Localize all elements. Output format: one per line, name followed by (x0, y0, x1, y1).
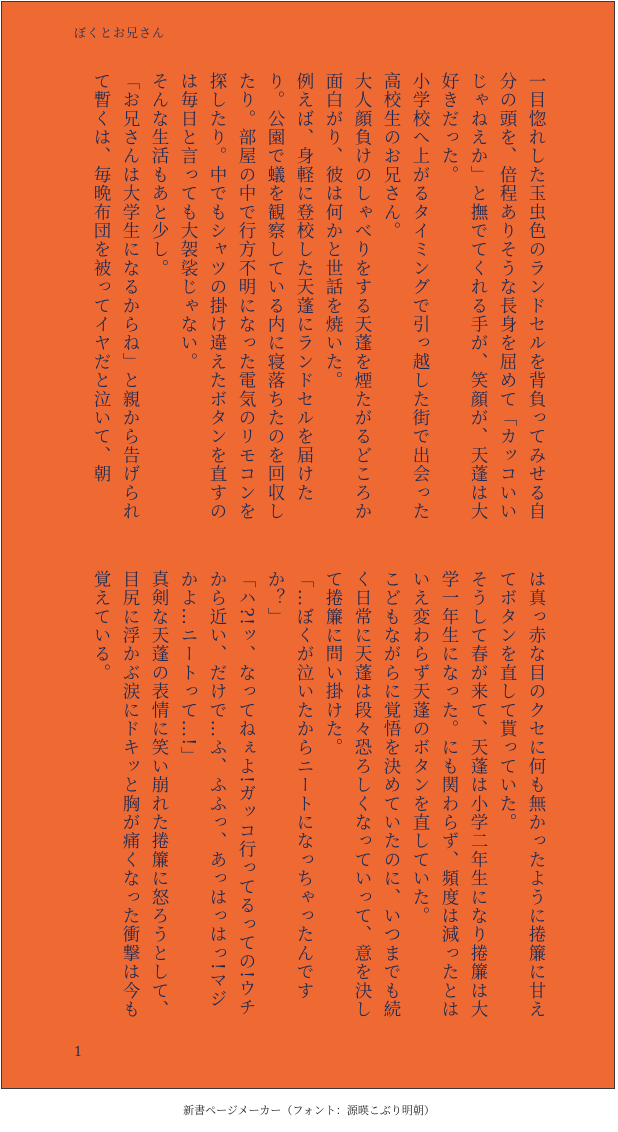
lower-text-block (72, 570, 550, 1025)
paragraph: そんな生活もあと少し。 (149, 72, 169, 278)
paragraph: そうして春が来て、天蓬は小学二年生になり捲簾は大学一年生になった。にも関わらず、頻度は減ったとはいえ変わらず天蓬のボタンを直していた。 (410, 570, 488, 1019)
paragraph: 「お兄さんは大学生になるからね」と親から告げられて暫くは、毎晩布団を被ってイヤだと泣いて、朝 (91, 72, 140, 521)
paragraph: 大人顔負けのしゃべりをする天蓬を煙たがるどころか面白がり、彼は何かと世話を焼いた。 (323, 72, 372, 521)
footer-credit: 新書ページメーカー（フォント：源暎こぶり明朝） (183, 1104, 435, 1117)
upper-text-block (72, 72, 550, 527)
paragraph: 「ハ?!ッ、なってねぇよ!ガッコ行ってるっての!ウチから近い、だけで…ふ、ふふっ、あっはっはっ!マジかよ…ニートって…!」 (178, 570, 256, 1017)
paragraph: 小学校へ上がるタイミングで引っ越した街で出会った高校生のお兄さん。 (381, 72, 430, 521)
paragraph: 真剣な天蓬の表情に笑い崩れた捲簾に怒ろうとして、目尻に浮かぶ涙にドキッと胸が痛くなった衝撃は今も覚えている。 (91, 570, 169, 1019)
page-number: 1 (74, 1045, 83, 1060)
paragraph: 例えば、身軽に登校した天蓬にランドセルを届けたり。公園で蟻を観察している内に寝落ちたのを回収したり。部屋の中で行方不明になった電気のリモコンを探したり。中でもシャツの掛け違えたボタンを直すのは毎日と言っても大袈裟じゃない。 (178, 72, 314, 521)
paragraph: は真っ赤な目のクセに何も無かったように捲簾に甘えてボタンを直して貰っていた。 (497, 570, 546, 1019)
paragraph: 「…ぼくが泣いたからニートになっちゃったんですか？」 (265, 570, 314, 1001)
paragraph: こどもながらに覚悟を決めていたのに、いつまでも続く日常に天蓬は段々恐ろしくなっていって、意を決して捲簾に問い掛けた。 (323, 570, 401, 1019)
paragraph: 一目惚れした玉虫色のランドセルを背負ってみせる自分の頭を、倍程ありそうな長身を屈めて「カッコいいじゃねえか」と撫でてくれる手が、笑顔が、天蓬は大好きだった。 (439, 72, 546, 521)
running-title: ぼくとお兄さん (74, 26, 166, 40)
novel-page (1, 1, 615, 1089)
